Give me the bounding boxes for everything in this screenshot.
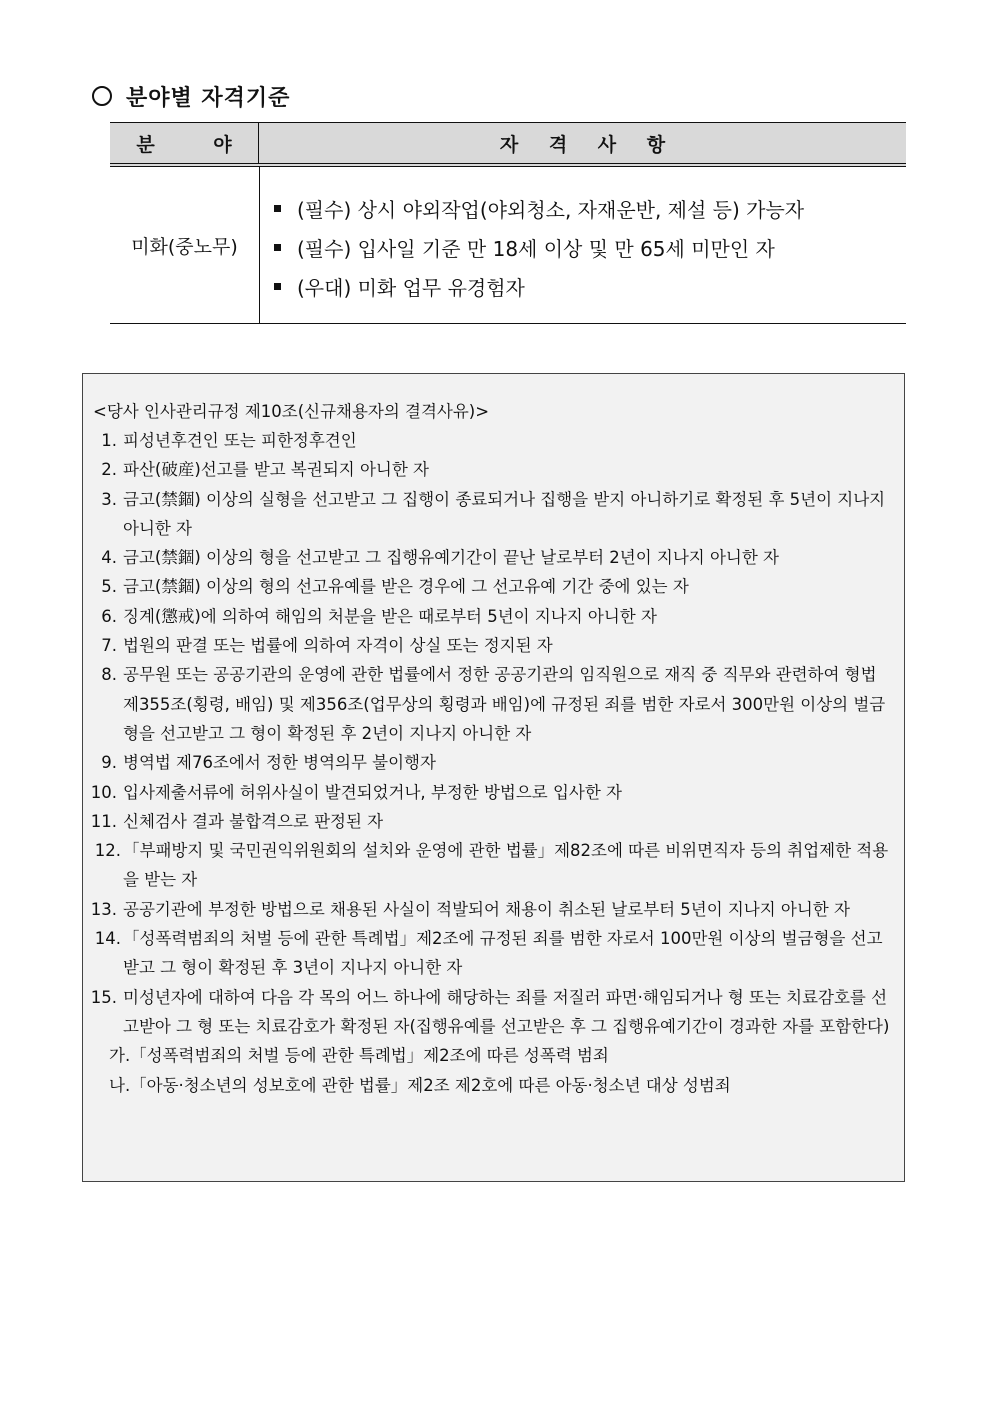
- list-item: [83, 807, 904, 836]
- square-bullet-icon: [274, 205, 281, 212]
- item-number: 7.: [101, 636, 117, 656]
- disqualification-box: [82, 373, 905, 1182]
- item-text: 신체검사 결과 불합격으로 판정된 자: [123, 811, 384, 831]
- list-item: [83, 543, 904, 572]
- item-number: 5.: [101, 577, 117, 597]
- field-name: 미화(중노무): [110, 167, 260, 323]
- square-bullet-icon: [274, 244, 281, 251]
- item-number: 2.: [101, 460, 117, 480]
- list-item: [83, 660, 904, 748]
- item-text: 파산(破産)선고를 받고 복권되지 아니한 자: [123, 460, 429, 480]
- requirement-item: [274, 228, 906, 267]
- criteria-table: [110, 122, 906, 324]
- list-item: [83, 485, 904, 544]
- item-text: 금고(禁錮) 이상의 형의 선고유예를 받은 경우에 그 선고유예 기간 중에 있는 자: [123, 577, 689, 597]
- item-number: 3.: [101, 489, 117, 509]
- requirement-text: (우대) 미화 업무 유경험자: [297, 276, 525, 300]
- item-number: 6.: [101, 606, 117, 626]
- requirement-text: (필수) 상시 야외작업(야외청소, 자재운반, 제설 등) 가능자: [297, 198, 805, 222]
- list-item: [83, 983, 904, 1042]
- criteria-row: [110, 167, 906, 324]
- item-text: 「부패방지 및 국민권익위원회의 설치와 운영에 관한 법률」제82조에 따른 비위면직자 등의 취업제한 적용을 받는 자: [123, 841, 889, 890]
- list-item: [83, 924, 904, 983]
- item-number: 13.: [90, 899, 117, 919]
- list-item: [83, 572, 904, 601]
- list-item: [83, 631, 904, 660]
- list-item: [83, 748, 904, 777]
- item-text: 법원의 판결 또는 법률에 의하여 자격이 상실 또는 정지된 자: [123, 636, 553, 656]
- header-requirements: 자 격 사 항: [499, 133, 678, 156]
- item-text: 공무원 또는 공공기관의 운영에 관한 법률에서 정한 공공기관의 임직원으로 재직 중 직무와 관련하여 형법 제355조(횡령, 배임) 및 제356조(업무상의 횡령과 배임)에 규정된 죄를 범한 자로서 300만원 이상의 벌금형을 선고받고 그 형이 확정된 후 2년이 지나지 아니한 자: [123, 665, 886, 743]
- disqualification-list: [83, 426, 904, 1100]
- requirement-text: (필수) 입사일 기준 만 18세 이상 및 만 65세 미만인 자: [297, 237, 775, 261]
- item-number: 9.: [101, 753, 117, 773]
- item-number: 15.: [90, 987, 117, 1007]
- item-text: 「성폭력범죄의 처벌 등에 관한 특례법」제2조에 규정된 죄를 범한 자로서 100만원 이상의 벌금형을 선고받고 그 형이 확정된 후 3년이 지나지 아니한 자: [123, 929, 883, 978]
- criteria-table-header: [110, 122, 906, 167]
- item-text: 미성년자에 대하여 다음 각 목의 어느 하나에 해당하는 죄를 저질러 파면·해임되거나 형 또는 치료감호를 선고받아 그 형 또는 치료감호가 확정된 자(집행유예를 선고받은 후 그 집행유예기간이 경과한 자를 포함한다): [123, 987, 890, 1036]
- list-item: [83, 602, 904, 631]
- requirement-item: [274, 189, 906, 228]
- item-text: 금고(禁錮) 이상의 형을 선고받고 그 집행유예기간이 끝난 날로부터 2년이 지나지 아니한 자: [123, 548, 779, 568]
- sub-item: 나.「아동·청소년의 성보호에 관한 법률」제2조 제2호에 따른 아동·청소년 대상 성범죄: [109, 1075, 731, 1095]
- item-text: 금고(禁錮) 이상의 실형을 선고받고 그 집행이 종료되거나 집행을 받지 아니하기로 확정된 후 5년이 지나지 아니한 자: [123, 489, 886, 538]
- list-item: [83, 455, 904, 484]
- item-text: 징계(懲戒)에 의하여 해임의 처분을 받은 때로부터 5년이 지나지 아니한 자: [123, 606, 657, 626]
- list-item: [83, 895, 904, 924]
- item-text: 병역법 제76조에서 정한 병역의무 불이행자: [123, 753, 436, 773]
- sub-item: 가.「성폭력범죄의 처벌 등에 관한 특례법」제2조에 따른 성폭력 범죄: [109, 1046, 609, 1066]
- list-item: [83, 426, 904, 455]
- item-number: 4.: [101, 548, 117, 568]
- item-number: 14.: [94, 929, 121, 949]
- disqualification-title: <당사 인사관리규정 제10조(신규채용자의 결격사유)>: [93, 402, 490, 421]
- item-text: 입사제출서류에 허위사실이 발견되었거나, 부정한 방법으로 입사한 자: [123, 782, 622, 802]
- item-number: 12.: [94, 841, 121, 861]
- square-bullet-icon: [274, 283, 281, 290]
- item-number: 1.: [101, 431, 117, 450]
- item-number: 11.: [90, 811, 117, 831]
- item-text: 피성년후견인 또는 피한정후견인: [123, 431, 357, 450]
- header-field: 분 야: [110, 123, 259, 163]
- requirements-list: [260, 167, 906, 323]
- requirement-item: [274, 267, 906, 306]
- hollow-circle-icon: [92, 86, 112, 106]
- item-number: 10.: [90, 782, 117, 802]
- section-title-text: 분야별 자격기준: [126, 84, 291, 111]
- item-text: 공공기관에 부정한 방법으로 채용된 사실이 적발되어 채용이 취소된 날로부터 5년이 지나지 아니한 자: [123, 899, 850, 919]
- section-title: [92, 78, 290, 114]
- list-item: [83, 836, 904, 895]
- item-number: 8.: [101, 665, 117, 685]
- list-item: [83, 778, 904, 807]
